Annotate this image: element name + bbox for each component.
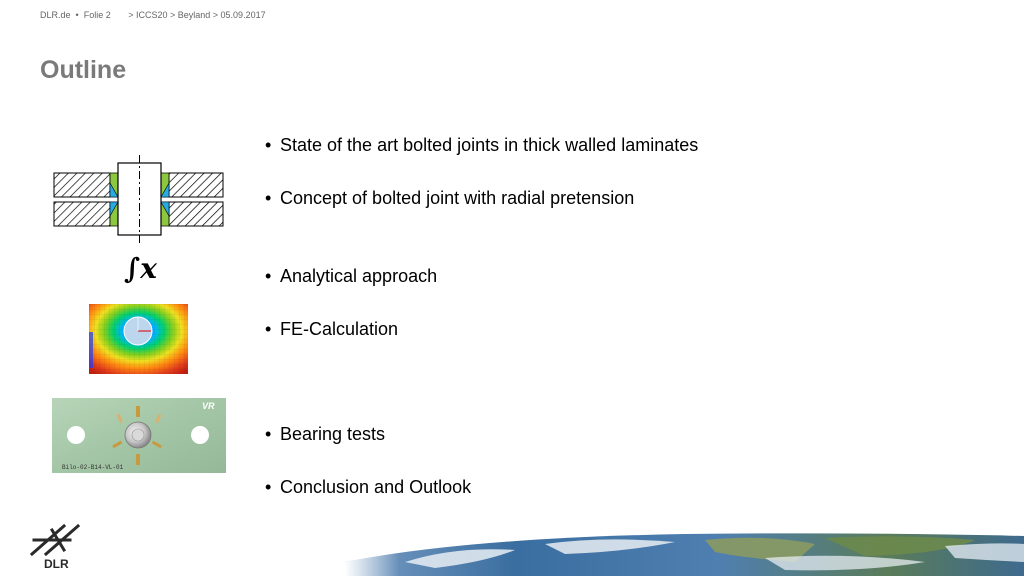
outline-item bbox=[265, 477, 471, 498]
header-breadcrumb: > ICCS20 > Beyland > 05.09.2017 bbox=[128, 10, 266, 20]
outline-item-text: Concept of bolted joint with radial pretension bbox=[280, 188, 635, 208]
bullet-marker: • bbox=[265, 266, 272, 286]
outline-item bbox=[265, 135, 698, 156]
outline-item-text: Conclusion and Outlook bbox=[280, 477, 472, 497]
bullet-marker: • bbox=[265, 424, 272, 444]
earth-image-strip bbox=[345, 532, 1024, 576]
bullet-marker: • bbox=[265, 319, 272, 339]
outline-item-text: Analytical approach bbox=[280, 266, 438, 286]
outline-item bbox=[265, 319, 398, 340]
outline-item-text: Bearing tests bbox=[280, 424, 386, 444]
outline-item-text: State of the art bolted joints in thick walled laminates bbox=[280, 135, 699, 155]
bullet-marker: • bbox=[265, 135, 272, 155]
slide-title: Outline bbox=[40, 56, 127, 84]
outline-item-text: FE-Calculation bbox=[280, 319, 399, 339]
outline-item bbox=[265, 188, 634, 209]
specimen-code: Bilo-02-B14-VL-01 bbox=[62, 464, 124, 471]
bullet-marker: • bbox=[265, 188, 272, 208]
header-slide-number: Folie 2 bbox=[83, 10, 111, 20]
test-specimen-photo bbox=[52, 398, 226, 473]
header-separator: • bbox=[75, 10, 79, 20]
slide-header bbox=[40, 10, 266, 20]
specimen-label: VR bbox=[202, 401, 215, 411]
formula-icon: ∫x bbox=[124, 252, 157, 285]
outline-item bbox=[265, 266, 437, 287]
bolted-joint-diagram bbox=[52, 155, 227, 243]
outline-item bbox=[265, 424, 385, 445]
header-site: DLR.de bbox=[40, 10, 71, 20]
outline-list bbox=[265, 0, 965, 576]
logo-text: DLR bbox=[44, 557, 69, 571]
bullet-marker: • bbox=[265, 477, 272, 497]
fe-contour-plot bbox=[89, 304, 188, 374]
dlr-logo bbox=[24, 520, 84, 572]
